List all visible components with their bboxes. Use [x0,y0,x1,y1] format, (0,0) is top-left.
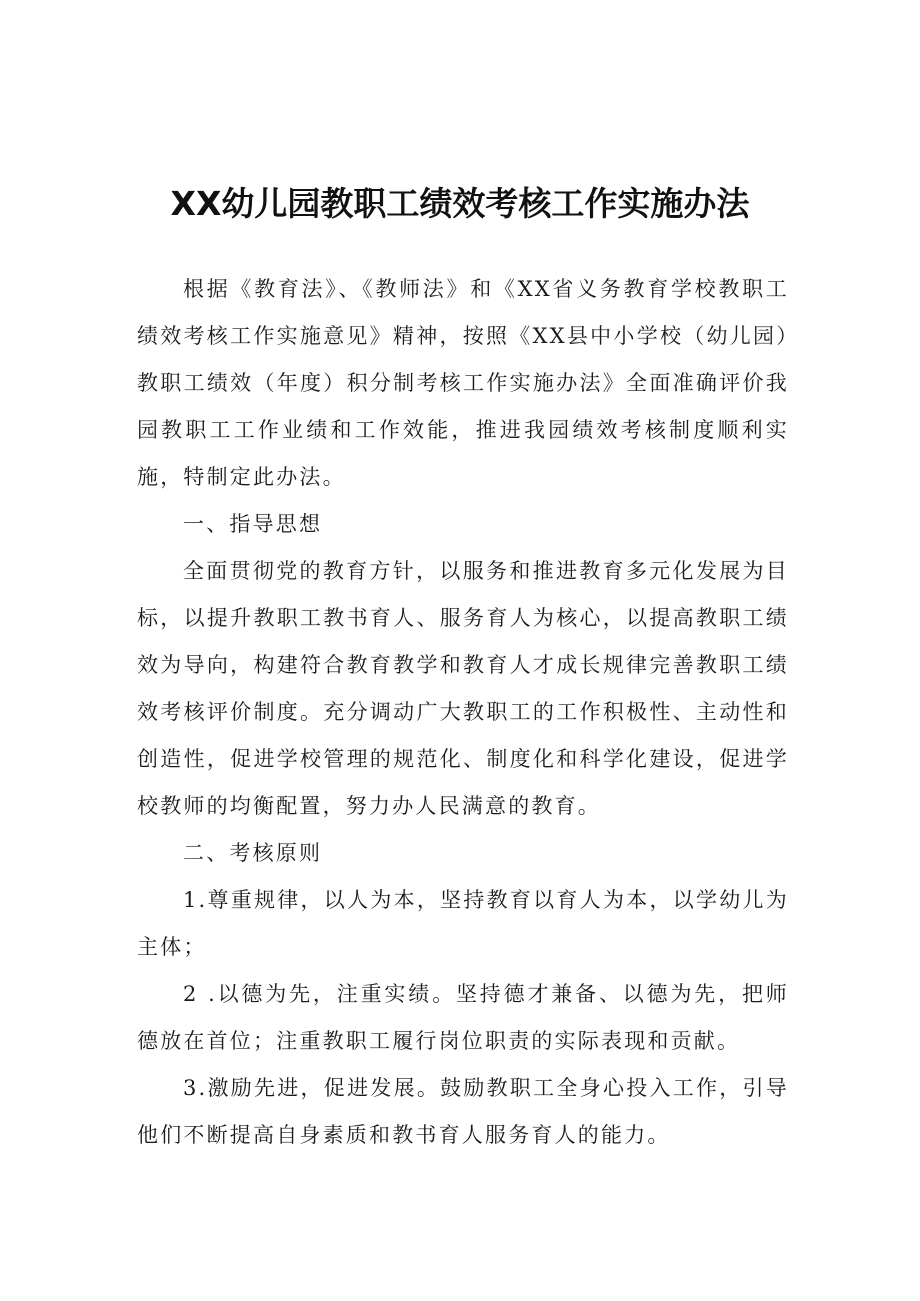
intro-paragraph: 根据《教育法》、《教师法》和《XX省义务教育学校教职工绩效考核工作实施意见》精神，按照《XX县中小学校（幼儿园）教职工绩效（年度）积分制考核工作实施办法》全面准确评价我园教职工工作业绩和工作效能，推进我园绩效考核制度顺利实施，特制定此办法。 [137,277,789,489]
guiding-ideology-paragraph: 全面贯彻党的教育方针，以服务和推进教育多元化发展为目标，以提升教职工教书育人、服务育人为核心，以提高教职工绩效为导向，构建符合教育教学和教育人才成长规律完善教职工绩效考核评价制度。充分调动广大教职工的工作积极性、主动性和创造性，促进学校管理的规范化、制度化和科学化建设，促进学校教师的均衡配置，努力办人民满意的教育。 [137,559,789,818]
principle-item-2: 2 .以德为先，注重实绩。坚持德才兼备、以德为先，把师德放在首位；注重教职工履行岗位职责的实际表现和贡献。 [137,982,789,1053]
section-heading-assessment-principles: 二、考核原则 [183,841,323,865]
document-body [137,266,789,1159]
principle-item-1: 1.尊重规律，以人为本，坚持教育以育人为本，以学幼儿为主体； [137,888,789,959]
section-heading-guiding-ideology: 一、指导思想 [183,512,323,536]
principle-item-3: 3.激励先进，促进发展。鼓励教职工全身心投入工作，引导他们不断提高自身素质和教书育人服务育人的能力。 [137,1076,789,1147]
document-title: XX幼儿园教职工绩效考核工作实施办法 [170,184,750,223]
